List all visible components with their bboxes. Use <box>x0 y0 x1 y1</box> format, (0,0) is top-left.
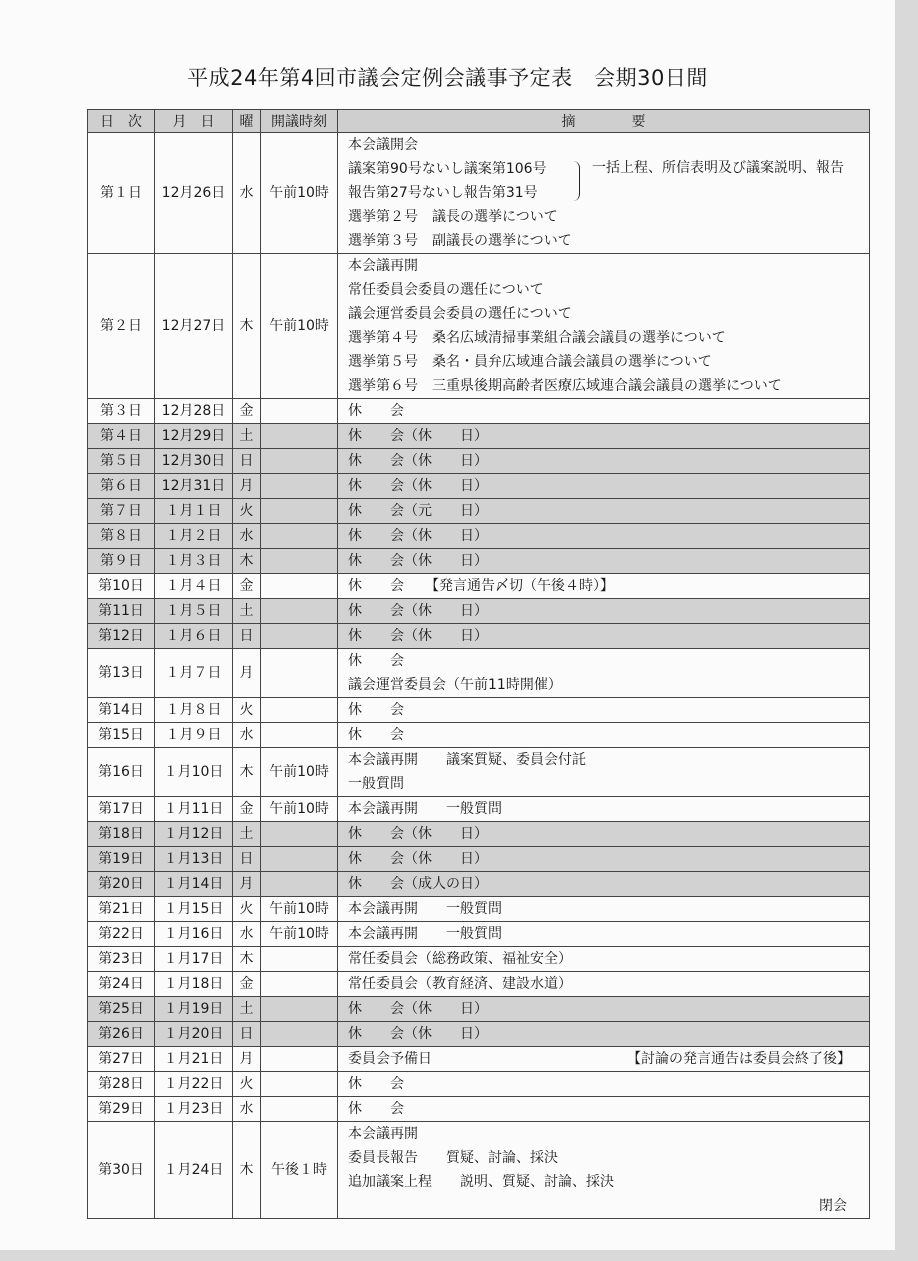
day-cell: 第４日 <box>88 424 155 449</box>
time-cell <box>261 449 338 474</box>
date-cell: １月８日 <box>155 698 233 723</box>
day-cell: 第18日 <box>88 822 155 847</box>
summary-cell <box>338 254 870 399</box>
weekday-cell: 日 <box>233 449 261 474</box>
summary-line: 議会運営委員会（午前11時開催） <box>348 677 562 693</box>
date-cell: １月20日 <box>155 1022 233 1047</box>
time-cell: 午前10時 <box>261 922 338 947</box>
summary-cell: 常任委員会（総務政策、福祉安全） <box>338 947 870 972</box>
summary-cell: 常任委員会（教育経済、建設水道） <box>338 972 870 997</box>
weekday-cell: 木 <box>233 1122 261 1219</box>
date-cell: 12月29日 <box>155 424 233 449</box>
table-row <box>88 972 870 997</box>
weekday-cell: 火 <box>233 698 261 723</box>
time-cell: 午前10時 <box>261 797 338 822</box>
day-cell: 第25日 <box>88 997 155 1022</box>
weekday-cell: 水 <box>233 723 261 748</box>
day-cell: 第16日 <box>88 748 155 797</box>
weekday-cell: 木 <box>233 748 261 797</box>
summary-line: 一般質問 <box>348 776 404 792</box>
summary-cell <box>338 1122 870 1219</box>
summary-line: 委員会予備日 <box>348 1051 432 1067</box>
closing-text: 閉会 <box>819 1198 847 1214</box>
summary-line: 追加議案上程 説明、質疑、討論、採決 <box>348 1174 614 1190</box>
summary-cell: 休 会 <box>338 698 870 723</box>
day-cell: 第８日 <box>88 524 155 549</box>
weekday-cell: 水 <box>233 922 261 947</box>
time-cell <box>261 549 338 574</box>
time-cell <box>261 723 338 748</box>
day-cell: 第２日 <box>88 254 155 399</box>
day-cell: 第６日 <box>88 474 155 499</box>
date-cell: 12月30日 <box>155 449 233 474</box>
summary-line: 議案第90号ないし議案第106号 <box>348 161 547 177</box>
header-date: 月 日 <box>155 110 233 133</box>
date-cell: 12月31日 <box>155 474 233 499</box>
table-row <box>88 549 870 574</box>
table-row <box>88 997 870 1022</box>
date-cell: 12月27日 <box>155 254 233 399</box>
day-cell: 第21日 <box>88 897 155 922</box>
time-cell <box>261 1047 338 1072</box>
time-cell: 午前10時 <box>261 254 338 399</box>
table-row <box>88 399 870 424</box>
bracket-group <box>348 157 869 205</box>
weekday-cell: 火 <box>233 897 261 922</box>
header-day: 日 次 <box>88 110 155 133</box>
date-cell: １月16日 <box>155 922 233 947</box>
date-cell: １月19日 <box>155 997 233 1022</box>
weekday-cell: 木 <box>233 254 261 399</box>
day-cell: 第15日 <box>88 723 155 748</box>
day-cell: 第13日 <box>88 649 155 698</box>
day-cell: 第７日 <box>88 499 155 524</box>
time-cell: 午前10時 <box>261 133 338 254</box>
day-cell: 第14日 <box>88 698 155 723</box>
time-cell <box>261 698 338 723</box>
summary-line: 選挙第２号 議長の選挙について <box>348 209 558 225</box>
summary-cell: 休 会（休 日） <box>338 549 870 574</box>
summary-cell: 本会議再開 一般質問 <box>338 922 870 947</box>
time-cell <box>261 574 338 599</box>
summary-cell: 休 会（休 日） <box>338 424 870 449</box>
weekday-cell: 木 <box>233 947 261 972</box>
table-header-row <box>88 110 870 133</box>
day-cell: 第20日 <box>88 872 155 897</box>
table-row <box>88 133 870 254</box>
time-cell <box>261 424 338 449</box>
weekday-cell: 金 <box>233 574 261 599</box>
day-cell: 第12日 <box>88 624 155 649</box>
table-row <box>88 599 870 624</box>
table-row <box>88 524 870 549</box>
weekday-cell: 水 <box>233 133 261 254</box>
summary-cell <box>338 649 870 698</box>
brace-mark <box>573 161 580 201</box>
summary-cell: 休 会 <box>338 723 870 748</box>
time-cell <box>261 1097 338 1122</box>
date-cell: １月11日 <box>155 797 233 822</box>
summary-line: 休 会 <box>348 653 404 669</box>
date-cell: １月15日 <box>155 897 233 922</box>
time-cell <box>261 972 338 997</box>
table-row <box>88 254 870 399</box>
header-time: 開議時刻 <box>261 110 338 133</box>
weekday-cell: 土 <box>233 424 261 449</box>
time-cell <box>261 649 338 698</box>
weekday-cell: 金 <box>233 972 261 997</box>
date-cell: １月12日 <box>155 822 233 847</box>
summary-cell: 本会議再開 一般質問 <box>338 897 870 922</box>
summary-cell <box>338 748 870 797</box>
weekday-cell: 日 <box>233 847 261 872</box>
table-row <box>88 1047 870 1072</box>
summary-cell: 本会議再開 一般質問 <box>338 797 870 822</box>
summary-cell: 休 会（休 日） <box>338 474 870 499</box>
weekday-cell: 火 <box>233 1072 261 1097</box>
summary-line: 本会議再開 <box>348 1126 418 1142</box>
day-cell: 第27日 <box>88 1047 155 1072</box>
time-cell <box>261 599 338 624</box>
summary-cell: 休 会（元 日） <box>338 499 870 524</box>
summary-line: 選挙第４号 桑名広域清掃事業組合議会議員の選挙について <box>348 330 726 346</box>
summary-line: 委員長報告 質疑、討論、採決 <box>348 1150 558 1166</box>
date-cell: 12月28日 <box>155 399 233 424</box>
table-row <box>88 1097 870 1122</box>
table-row <box>88 748 870 797</box>
table-row <box>88 698 870 723</box>
table-row <box>88 649 870 698</box>
date-cell: １月21日 <box>155 1047 233 1072</box>
date-cell: １月７日 <box>155 649 233 698</box>
summary-line: 本会議再開 <box>348 258 418 274</box>
date-cell: １月３日 <box>155 549 233 574</box>
day-cell: 第10日 <box>88 574 155 599</box>
time-cell <box>261 872 338 897</box>
time-cell <box>261 997 338 1022</box>
weekday-cell: 火 <box>233 499 261 524</box>
time-cell <box>261 474 338 499</box>
summary-cell: 休 会（休 日） <box>338 599 870 624</box>
summary-cell: 休 会（休 日） <box>338 524 870 549</box>
day-cell: 第23日 <box>88 947 155 972</box>
day-cell: 第29日 <box>88 1097 155 1122</box>
day-cell: 第30日 <box>88 1122 155 1219</box>
day-cell: 第17日 <box>88 797 155 822</box>
summary-line: 選挙第５号 桑名・員弁広域連合議会議員の選挙について <box>348 354 712 370</box>
time-cell <box>261 947 338 972</box>
summary-cell <box>338 133 870 254</box>
table-row <box>88 1072 870 1097</box>
date-cell: １月９日 <box>155 723 233 748</box>
table-row <box>88 797 870 822</box>
table-row <box>88 822 870 847</box>
time-cell <box>261 822 338 847</box>
weekday-cell: 日 <box>233 624 261 649</box>
day-cell: 第26日 <box>88 1022 155 1047</box>
table-row <box>88 624 870 649</box>
time-cell <box>261 1022 338 1047</box>
summary-line: 本会議開会 <box>348 137 418 153</box>
date-cell: 12月26日 <box>155 133 233 254</box>
table-row <box>88 449 870 474</box>
time-cell: 午前10時 <box>261 897 338 922</box>
summary-cell: 休 会（休 日） <box>338 997 870 1022</box>
date-cell: １月22日 <box>155 1072 233 1097</box>
time-cell: 午前10時 <box>261 748 338 797</box>
summary-cell: 休 会 【発言通告〆切（午後４時）】 <box>338 574 870 599</box>
date-cell: １月14日 <box>155 872 233 897</box>
summary-cell: 休 会（休 日） <box>338 449 870 474</box>
summary-cell: 休 会 <box>338 399 870 424</box>
table-row <box>88 723 870 748</box>
summary-note: 【討論の発言通告は委員会終了後】 <box>627 1051 851 1067</box>
table-row <box>88 424 870 449</box>
day-cell: 第５日 <box>88 449 155 474</box>
weekday-cell: 土 <box>233 997 261 1022</box>
time-cell <box>261 624 338 649</box>
summary-line: 議会運営委員会委員の選任について <box>348 306 572 322</box>
date-cell: １月17日 <box>155 947 233 972</box>
table-row <box>88 574 870 599</box>
weekday-cell: 木 <box>233 549 261 574</box>
weekday-cell: 土 <box>233 599 261 624</box>
table-row <box>88 897 870 922</box>
summary-cell: 休 会（成人の日） <box>338 872 870 897</box>
time-cell <box>261 499 338 524</box>
table-row <box>88 1022 870 1047</box>
date-cell: １月18日 <box>155 972 233 997</box>
weekday-cell: 月 <box>233 649 261 698</box>
summary-line: 報告第27号ないし報告第31号 <box>348 185 538 201</box>
summary-cell: 休 会 <box>338 1097 870 1122</box>
time-cell: 午後１時 <box>261 1122 338 1219</box>
summary-cell: 休 会（休 日） <box>338 624 870 649</box>
day-cell: 第22日 <box>88 922 155 947</box>
weekday-cell: 月 <box>233 1047 261 1072</box>
weekday-cell: 月 <box>233 872 261 897</box>
header-summary: 摘 要 <box>338 110 870 133</box>
weekday-cell: 日 <box>233 1022 261 1047</box>
time-cell <box>261 847 338 872</box>
day-cell: 第19日 <box>88 847 155 872</box>
table-row <box>88 872 870 897</box>
day-cell: 第28日 <box>88 1072 155 1097</box>
header-weekday: 曜 <box>233 110 261 133</box>
page-title: 平成24年第4回市議会定例会議事予定表 会期30日間 <box>187 66 708 90</box>
brace-note: 一括上程、所信表明及び議案説明、報告 <box>592 160 844 176</box>
day-cell: 第３日 <box>88 399 155 424</box>
date-cell: １月13日 <box>155 847 233 872</box>
date-cell: １月23日 <box>155 1097 233 1122</box>
table-row <box>88 922 870 947</box>
summary-line: 常任委員会委員の選任について <box>348 282 544 298</box>
day-cell: 第９日 <box>88 549 155 574</box>
summary-line: 選挙第６号 三重県後期高齢者医療広域連合議会議員の選挙について <box>348 378 782 394</box>
schedule-table <box>87 109 870 1219</box>
weekday-cell: 水 <box>233 1097 261 1122</box>
weekday-cell: 金 <box>233 399 261 424</box>
day-cell: 第11日 <box>88 599 155 624</box>
weekday-cell: 土 <box>233 822 261 847</box>
weekday-cell: 金 <box>233 797 261 822</box>
weekday-cell: 水 <box>233 524 261 549</box>
summary-line: 選挙第３号 副議長の選挙について <box>348 233 572 249</box>
date-cell: １月２日 <box>155 524 233 549</box>
summary-cell: 休 会 <box>338 1072 870 1097</box>
date-cell: １月１日 <box>155 499 233 524</box>
table-row <box>88 947 870 972</box>
table-row <box>88 499 870 524</box>
date-cell: １月６日 <box>155 624 233 649</box>
summary-cell <box>338 1047 870 1072</box>
summary-cell: 休 会（休 日） <box>338 1022 870 1047</box>
date-cell: １月５日 <box>155 599 233 624</box>
day-cell: 第24日 <box>88 972 155 997</box>
table-row <box>88 847 870 872</box>
summary-line: 本会議再開 議案質疑、委員会付託 <box>348 752 586 768</box>
weekday-cell: 月 <box>233 474 261 499</box>
date-cell: １月10日 <box>155 748 233 797</box>
table-row <box>88 474 870 499</box>
day-cell: 第１日 <box>88 133 155 254</box>
date-cell: １月24日 <box>155 1122 233 1219</box>
summary-cell: 休 会（休 日） <box>338 822 870 847</box>
date-cell: １月４日 <box>155 574 233 599</box>
time-cell <box>261 399 338 424</box>
time-cell <box>261 524 338 549</box>
time-cell <box>261 1072 338 1097</box>
table-row <box>88 1122 870 1219</box>
summary-cell: 休 会（休 日） <box>338 847 870 872</box>
